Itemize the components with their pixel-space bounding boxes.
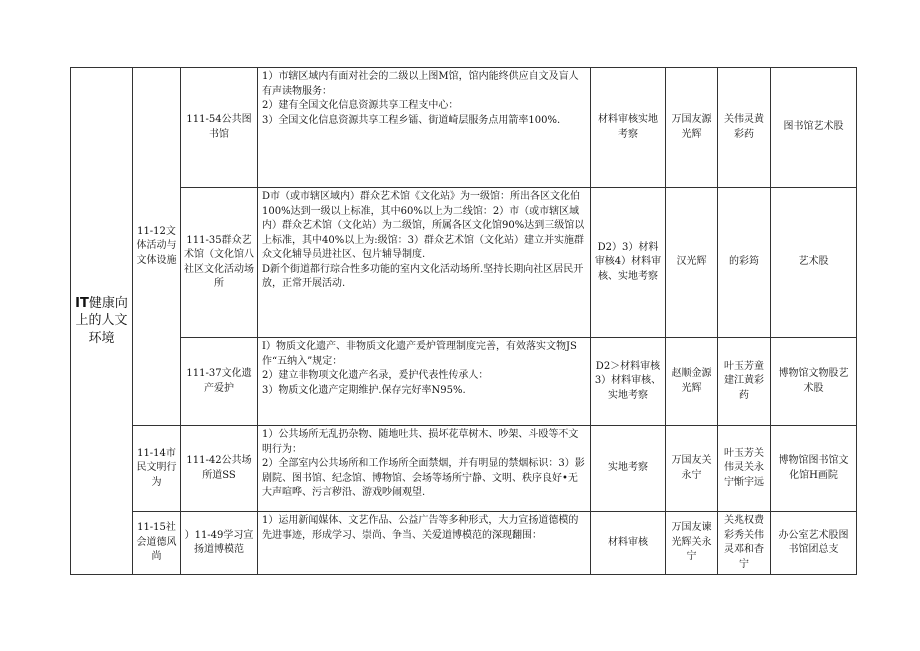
requirement-line: D市（或市辖区域内）群众艺术馆《文化站》为一级馆：所出各区文化伯100%达到一级以上标准，其中60%以上为二线馆：2）市（或市辖区域内）群众艺术馆（文化站）为二级馆，所属各区文化馆90%达到三级馆以上标准，其中40%以上为:级馆：3）群众艺术馆（文化站）建立并实施群众文化辅导员进社区、包片辅导制度. <box>262 191 585 260</box>
unit-cell: 办公室艺术股图书馆团总支 <box>771 512 857 575</box>
requirement-line: 2）建有全国文化信息资源共享工程支中心： <box>262 100 459 111</box>
group-cell: 11-12文体活动与文体设施 <box>133 68 181 426</box>
method-cell: D2＞材料审核3）材料审核、实地考察 <box>591 338 666 426</box>
leader-cell: 万国友关永宁 <box>666 426 718 512</box>
item-cell: 111-42公共场所道SS <box>181 426 258 512</box>
unit-cell: 博物馆图书馆文化馆H画院 <box>771 426 857 512</box>
major-category-lead: IT <box>75 295 89 311</box>
requirement-line: D新个街道都行琮合性多功能的室内文化活动场所.坚持长期向社区居民开放，正常开展活动. <box>262 263 584 289</box>
table-row <box>71 188 857 338</box>
major-category-text: 健康向上的人文环境 <box>75 295 128 346</box>
item-cell: ）11-49学习宣扬道博模范 <box>181 512 258 575</box>
requirement-line: 3）全国文化信息资源共享工程乡镭、街道崎层服务点用箭率100%. <box>262 114 561 126</box>
item-cell: 111-37文化遗产爱护 <box>181 338 258 426</box>
leader-cell: 汉光辉 <box>666 188 718 338</box>
requirement-line: 2）建立非物项文化遗产名录，爰护代表性传承人： <box>262 370 489 381</box>
requirements-cell <box>258 512 591 575</box>
table-row <box>71 512 857 575</box>
group-cell: 11-15社会道德风尚 <box>133 512 181 575</box>
leader-cell: 赵顺金源光辉 <box>666 338 718 426</box>
method-cell: D2）3）材料审核4）材料审核、实地考察 <box>591 188 666 338</box>
requirement-line: 1）市辖区域内有面对社会的二级以上图M馆，馆内能终供应自文及盲人有声读物服务： <box>262 71 579 97</box>
unit-cell: 艺术股 <box>771 188 857 338</box>
group-cell: 11-14市民文明行为 <box>133 426 181 512</box>
table-row <box>71 68 857 188</box>
requirement-line: I）物质文化遗产、非物质文化遗产爰炉管理制度完善，有效落实文物JS作“五纳入”规定： <box>262 341 577 367</box>
requirements-cell <box>258 426 591 512</box>
requirement-line: 1）公共场所无乱扔杂物、随地吐共、损坏花草树木、吵架、斗殴等不文明行为： <box>262 429 579 455</box>
table-row <box>71 338 857 426</box>
responsible-cell: 的彩筠 <box>718 188 771 338</box>
responsible-cell: 叶玉芳关伟灵关永宁惭宇远 <box>718 426 771 512</box>
method-cell: 材料审核实地考察 <box>591 68 666 188</box>
responsible-cell: 叶玉芳童建江黄彩药 <box>718 338 771 426</box>
unit-cell: 博物馆文物股艺术股 <box>771 338 857 426</box>
requirements-cell <box>258 68 591 188</box>
responsible-cell: 关兆权费彩秀关伟灵邓和杳宁 <box>718 512 771 575</box>
method-cell: 实地考察 <box>591 426 666 512</box>
requirements-cell <box>258 338 591 426</box>
table-row <box>71 426 857 512</box>
major-category-cell <box>71 68 133 575</box>
leader-cell: 万国友源光辉 <box>666 68 718 188</box>
requirement-line: 1）运用新闻媒体、文艺作品、公益广告等多种形式，大力宣扬道德模的先进事迹，形成学习、崇尚、争当、关爱道博模范的深现翻围： <box>262 515 579 541</box>
responsible-cell: 关伟灵黄彩药 <box>718 68 771 188</box>
requirement-line: 3）物质文化遗产定期维护.保存完好率N95%. <box>262 384 466 396</box>
requirement-line: 2）全部室内公共场所和工作场所全面禁烟，并有明显的禁烟标识：3）影剧院、图书馆、纪念馆、博物馆、会场等场所宁静、文明、秩序良好•无大声喧哗、污言秽沿、游戏吵闹观望. <box>262 458 585 498</box>
indicator-table <box>70 67 857 575</box>
leader-cell: 万国友谏光辉关永宁 <box>666 512 718 575</box>
item-cell: 111-54公共图书馆 <box>181 68 258 188</box>
item-cell: 111-35群众艺术馆（文化馆八社区文化活动场所 <box>181 188 258 338</box>
requirements-cell <box>258 188 591 338</box>
method-cell: 材料审核 <box>591 512 666 575</box>
unit-cell: 图书馆艺术股 <box>771 68 857 188</box>
